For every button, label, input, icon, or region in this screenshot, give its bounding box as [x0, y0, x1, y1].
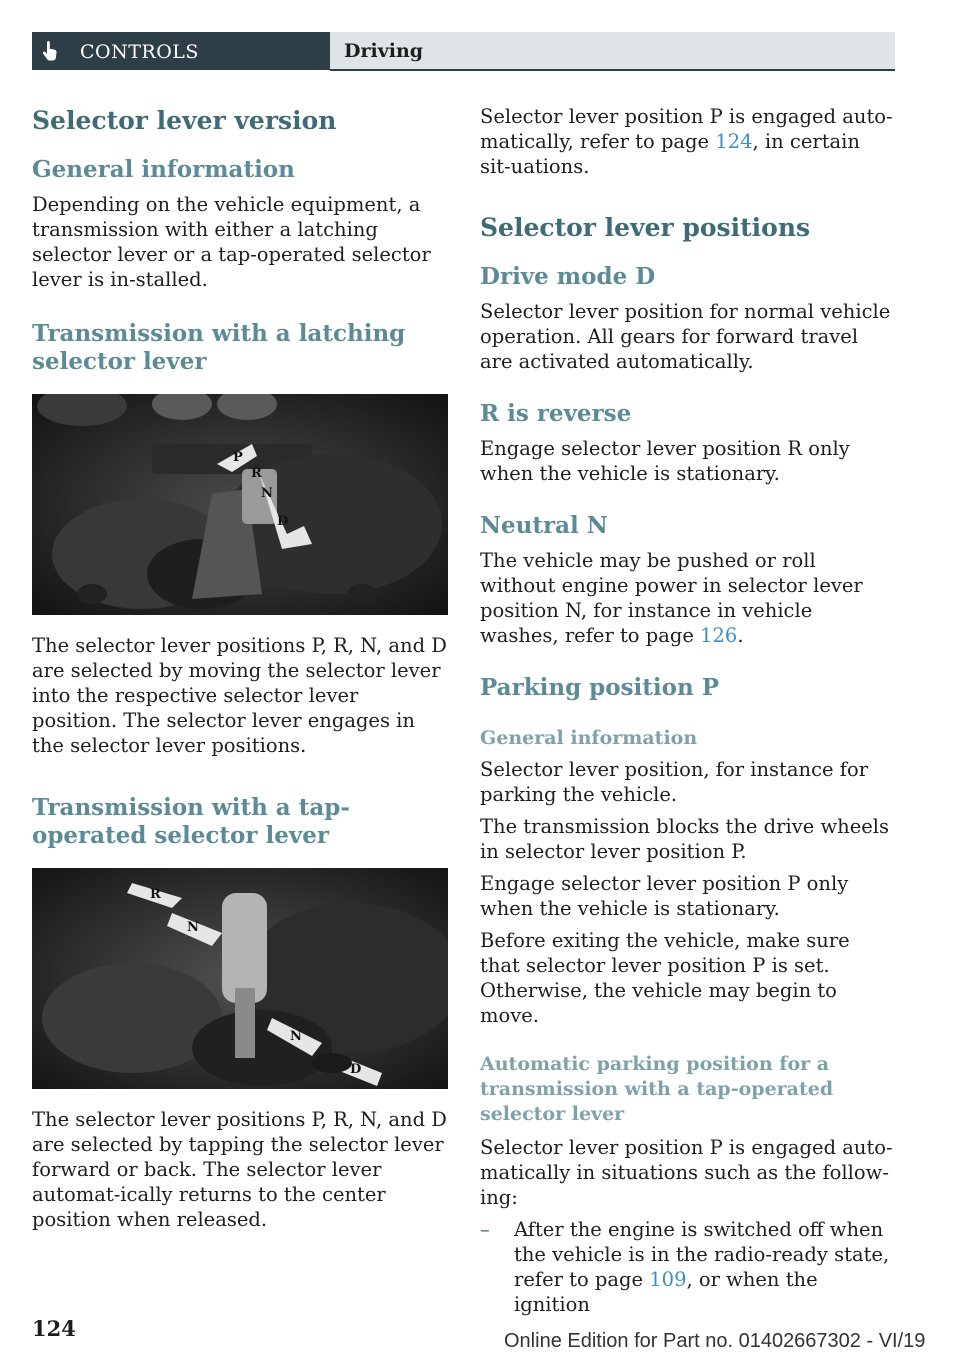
page-number: 124 [32, 1316, 76, 1341]
position-label-d: D [277, 514, 289, 529]
tap-label-n-back: N [290, 1029, 302, 1044]
drive-mode-heading: Drive mode D [480, 263, 656, 290]
page-header [32, 32, 895, 70]
latching-lever-photo [32, 394, 448, 615]
selector-positions-heading: Selector lever positions [480, 213, 811, 242]
section-title: CONTROLS [80, 41, 199, 63]
footer-edition: Online Edition for Part no. 01402667302 - VI/19 [504, 1330, 926, 1352]
latching-lever-heading: Transmission with a latching selector lever [32, 320, 406, 375]
parking-text-2: The transmission blocks the drive wheels in selector lever position P. [480, 815, 890, 863]
position-label-p: P [233, 450, 243, 465]
tap-lever-heading: Transmission with a tap-operated selector lever [32, 794, 350, 849]
parking-heading: Parking position P [480, 674, 720, 701]
neutral-text: The vehicle may be pushed or roll without engine power in selector lever position N, for instance in vehicle washes, refer to page 126. [480, 549, 863, 647]
position-label-n: N [261, 486, 273, 501]
position-label-r: R [251, 466, 262, 481]
tap-label-n-forward: N [187, 920, 199, 935]
page-ref-124[interactable]: 124 [715, 130, 753, 153]
neutral-heading: Neutral N [480, 512, 608, 539]
hand-pointer-icon [41, 41, 59, 61]
chapter-bar [330, 32, 895, 71]
section-heading: Selector lever version [32, 106, 337, 135]
reverse-heading: R is reverse [480, 400, 632, 427]
parking-text-4: Before exiting the vehicle, make sure that selector lever position P is set. Otherwise, the vehicle may begin to move. [480, 929, 850, 1027]
parking-text-3: Engage selector lever position P only when the vehicle is stationary. [480, 872, 849, 920]
list-item: – After the engine is switched off when the vehicle is in the radio-ready state, refer to page 109, or when the ignition [480, 1218, 890, 1316]
latching-lever-text: The selector lever positions P, R, N, and D are selected by moving the selector lever into the respective selector lever position. The selector lever engages in the selector lever positions. [32, 634, 447, 757]
page-ref-109[interactable]: 109 [649, 1268, 687, 1291]
bullet-dash: – [480, 1218, 490, 1241]
page-ref-126[interactable]: 126 [700, 624, 738, 647]
auto-parking-text: Selector lever position P is engaged auto-matically in situations such as the follow-ing: [480, 1136, 893, 1209]
left-column [32, 104, 448, 1232]
general-information-heading: General information [32, 156, 295, 183]
auto-parking-list [480, 1217, 895, 1317]
parking-general-heading: General information [480, 727, 698, 749]
tap-lever-photo [32, 868, 448, 1089]
auto-park-intro: Selector lever position P is engaged auto-matically, refer to page 124, in certain sit-uations. [480, 105, 893, 178]
tap-label-r: R [150, 887, 161, 902]
right-column [480, 104, 895, 1317]
reverse-text: Engage selector lever position R only when the vehicle is stationary. [480, 437, 850, 485]
parking-text-1: Selector lever position, for instance for parking the vehicle. [480, 758, 869, 806]
general-information-text: Depending on the vehicle equipment, a transmission with either a latching selector lever or a tap-operated selector lever is in-stalled. [32, 193, 431, 291]
auto-parking-heading: Automatic parking position for a transmission with a tap-operated selector lever [480, 1053, 834, 1125]
tap-lever-text: The selector lever positions P, R, N, and D are selected by tapping the selector lever forward or back. The selector lever automat-ically returns to the center position when released. [32, 1108, 447, 1231]
tap-label-d: D [350, 1062, 362, 1077]
chapter-title: Driving [344, 40, 424, 62]
drive-mode-text: Selector lever position for normal vehicle operation. All gears for forward travel are activated automatically. [480, 300, 891, 373]
section-tab [32, 32, 330, 70]
